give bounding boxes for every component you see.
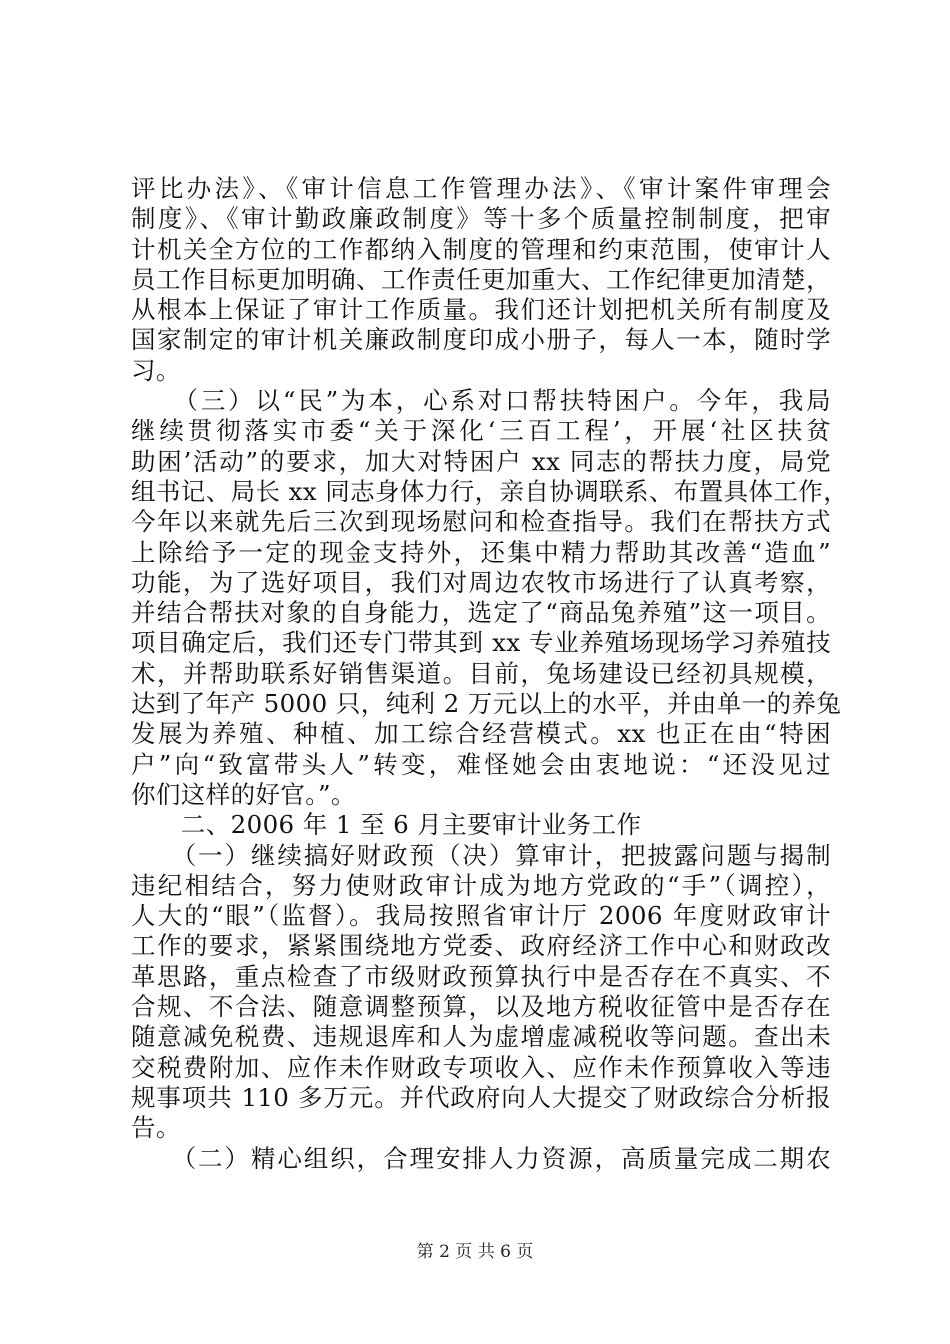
text-line: 习。 <box>131 355 181 385</box>
text-line: 人大的“眼”（监督）。我局按照省审计厅 2006 年度财政审计 <box>131 901 831 931</box>
text-line: 继续贯彻落实市委“关于深化‘三百工程’，开展‘社区扶贫 <box>131 416 831 446</box>
text-line: 工作的要求，紧紧围绕地方党委、政府经济工作中心和财政改 <box>131 931 831 961</box>
text-line: 上除给予一定的现金支持外，还集中精力帮助其改善“造血” <box>131 537 831 567</box>
text-line: 并结合帮扶对象的自身能力，选定了“商品兔养殖”这一项目。 <box>131 598 831 628</box>
text-line: 告。 <box>131 1113 181 1143</box>
text-line: 从根本上保证了审计工作质量。我们还计划把机关所有制度及 <box>131 295 831 325</box>
text-line: 项目确定后，我们还专门带其到 xx 专业养殖场现场学习养殖技 <box>131 628 831 658</box>
text-line: 你们这样的好官。”。 <box>131 779 356 809</box>
text-line: （一）继续搞好财政预（决）算审计，把披露问题与揭制 <box>131 840 831 870</box>
text-line: 计机关全方位的工作都纳入制度的管理和约束范围，使审计人 <box>131 234 831 264</box>
text-line: 交税费附加、应作未作财政专项收入、应作未作预算收入等违 <box>131 1052 831 1082</box>
text-line: （二）精心组织，合理安排人力资源，高质量完成二期农 <box>131 1143 831 1173</box>
document-body <box>131 174 849 1174</box>
text-line: 功能，为了选好项目，我们对周边农牧市场进行了认真考察， <box>131 567 831 597</box>
text-line: 随意减免税费、违规退库和人为虚增虚减税收等问题。查出未 <box>131 1022 831 1052</box>
text-line: 国家制定的审计机关廉政制度印成小册子，每人一本，随时学 <box>131 325 831 355</box>
text-line: 发展为养殖、种植、加工综合经营模式。xx 也正在由“特困 <box>131 719 831 749</box>
text-line: 制度》、《审计勤政廉政制度》等十多个质量控制制度，把审 <box>131 204 831 234</box>
text-line: 户”向“致富带头人”转变，难怪她会由衷地说：“还没见过 <box>131 749 831 779</box>
text-line: 规事项共 110 多万元。并代政府向人大提交了财政综合分析报 <box>131 1082 831 1112</box>
text-line: 术，并帮助联系好销售渠道。目前，兔场建设已经初具规模， <box>131 658 831 688</box>
text-line: 组书记、局长 xx 同志身体力行，亲自协调联系、布置具体工作， <box>131 476 849 506</box>
text-line: 革思路，重点检查了市级财政预算执行中是否存在不真实、不 <box>131 961 831 991</box>
text-line: （三）以“民”为本，心系对口帮扶特困户。今年，我局 <box>131 386 831 416</box>
text-line: 违纪相结合，努力使财政审计成为地方党政的“手”（调控）， <box>131 870 831 900</box>
text-line: 合规、不合法、随意调整预算，以及地方税收征管中是否存在 <box>131 992 831 1022</box>
text-line: 达到了年产 5000 只，纯利 2 万元以上的水平，并由单一的养兔 <box>131 689 842 719</box>
page-footer: 第 2 页 共 6 页 <box>416 1242 534 1262</box>
text-line: 助困’活动”的要求，加大对特困户 xx 同志的帮扶力度，局党 <box>131 446 831 476</box>
text-line: 今年以来就先后三次到现场慰问和检查指导。我们在帮扶方式 <box>131 507 831 537</box>
text-line: 员工作目标更加明确、工作责任更加重大、工作纪律更加清楚， <box>131 264 831 294</box>
text-line: 评比办法》、《审计信息工作管理办法》、《审计案件审理会 <box>131 174 831 203</box>
section-heading: 二、2006 年 1 至 6 月主要审计业务工作 <box>131 810 642 840</box>
